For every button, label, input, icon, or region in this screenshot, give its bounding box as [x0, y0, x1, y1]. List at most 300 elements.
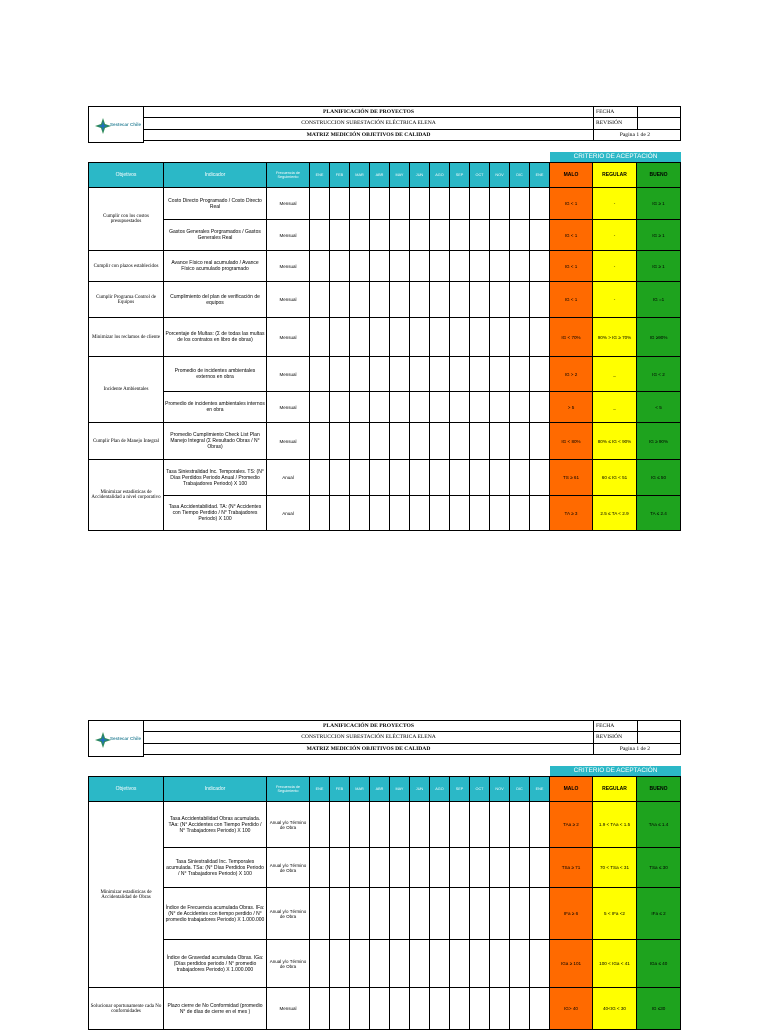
month-cell	[390, 188, 410, 220]
month-cell	[510, 496, 530, 531]
month-cell	[370, 251, 390, 282]
month-cell	[310, 392, 330, 423]
col-month: JUN	[410, 777, 430, 802]
month-cell	[470, 988, 490, 1030]
month-cell	[330, 802, 350, 848]
header-doc-title: MATRIZ MEDICIÓN OBJETIVOS DE CALIDAD	[144, 130, 594, 140]
month-cell	[390, 392, 410, 423]
month-cell	[350, 496, 370, 531]
month-cell	[450, 988, 470, 1030]
malo-cell: IFa ≥ 6	[550, 888, 593, 940]
month-cell	[430, 220, 450, 251]
regular-cell: 70 < TSa < 31	[593, 848, 637, 888]
month-cell	[370, 496, 390, 531]
month-cell	[310, 802, 330, 848]
month-cell	[310, 188, 330, 220]
month-cell	[450, 220, 470, 251]
col-month: DIC	[510, 777, 530, 802]
indicator-cell: Índice de Frecuencia acumulada Obras. IFa: (N° de Accidentes con tiempo perdido / N° promedio trabajadores Periodo) X 1.000.000	[164, 888, 267, 940]
quality-matrix-table	[88, 162, 681, 531]
table-row	[89, 988, 681, 1030]
month-cell	[350, 988, 370, 1030]
month-cell	[310, 251, 330, 282]
col-regular: REGULAR	[593, 163, 637, 188]
document-header	[88, 106, 681, 144]
objective-cell: Cumplir con plazos establecidos	[89, 251, 164, 282]
month-cell	[450, 251, 470, 282]
table-row	[89, 392, 681, 423]
month-cell	[330, 357, 350, 392]
month-cell	[470, 188, 490, 220]
month-cell	[350, 188, 370, 220]
month-cell	[530, 988, 550, 1030]
indicator-cell: Promedio de incidentes ambientales internos en obra	[164, 392, 267, 423]
month-cell	[490, 188, 510, 220]
month-cell	[370, 318, 390, 357]
table-row	[89, 848, 681, 888]
indicator-cell: Avance Físico real acumulado / Avance Físico acumulado programado	[164, 251, 267, 282]
month-cell	[370, 357, 390, 392]
month-cell	[390, 940, 410, 988]
month-cell	[530, 496, 550, 531]
objective-cell: Minimizar los reclamos de cliente	[89, 318, 164, 357]
month-cell	[350, 251, 370, 282]
malo-cell: > 5	[550, 392, 593, 423]
month-cell	[310, 940, 330, 988]
month-cell	[410, 848, 430, 888]
table-row	[89, 282, 681, 318]
month-cell	[390, 282, 410, 318]
bueno-cell: IG ≥ 1	[637, 251, 681, 282]
malo-cell: TS ≥ 61	[550, 460, 593, 496]
month-cell	[330, 496, 350, 531]
month-cell	[390, 988, 410, 1030]
month-cell	[350, 460, 370, 496]
revision-value	[638, 732, 680, 742]
month-cell	[310, 988, 330, 1030]
col-month: ENE	[530, 163, 550, 188]
month-cell	[450, 460, 470, 496]
regular-cell: _	[593, 392, 637, 423]
month-cell	[370, 848, 390, 888]
month-cell	[530, 888, 550, 940]
month-cell	[410, 802, 430, 848]
month-cell	[350, 940, 370, 988]
month-cell	[350, 318, 370, 357]
regular-cell: 40<IG < 30	[593, 988, 637, 1030]
month-cell	[390, 423, 410, 460]
month-cell	[490, 251, 510, 282]
col-malo: MALO	[550, 163, 593, 188]
month-cell	[490, 460, 510, 496]
quality-matrix-table	[88, 776, 681, 1030]
month-cell	[370, 988, 390, 1030]
month-cell	[430, 848, 450, 888]
month-cell	[470, 888, 490, 940]
month-cell	[390, 802, 410, 848]
table-row	[89, 423, 681, 460]
regular-cell: 2.5 ≤ TA < 2.9	[593, 496, 637, 531]
malo-cell: IG < 1	[550, 282, 593, 318]
logo-text: Sestecar Chile	[110, 122, 142, 127]
indicator-cell: Cumplimiento del plan de verificación de equipos	[164, 282, 267, 318]
bueno-cell: IGa ≤ 40	[637, 940, 681, 988]
page-number: Pagina 1 de 2	[619, 745, 650, 752]
month-cell	[310, 848, 330, 888]
month-cell	[530, 392, 550, 423]
col-indicador: Indicador	[164, 163, 267, 188]
month-cell	[430, 392, 450, 423]
malo-cell: IG < 70%	[550, 318, 593, 357]
month-cell	[510, 251, 530, 282]
month-cell	[510, 318, 530, 357]
document-header	[88, 720, 681, 758]
month-cell	[530, 802, 550, 848]
month-cell	[350, 802, 370, 848]
logo-text: Sestecar Chile	[110, 736, 142, 741]
regular-cell: 100 < IGa < 41	[593, 940, 637, 988]
indicator-cell: Tasa Accidentabilidad Obras acumulada. TAa: (N° Accidentes con Tiempo Perdido / N° Trabajadores Periodo) X 100	[164, 802, 267, 848]
header-doc-title: MATRIZ MEDICIÓN OBJETIVOS DE CALIDAD	[144, 744, 594, 754]
month-cell	[490, 848, 510, 888]
malo-cell: IG> 40	[550, 988, 593, 1030]
month-cell	[490, 318, 510, 357]
col-frecuencia: Frecuencia de Seguimiento	[267, 777, 310, 802]
month-cell	[530, 318, 550, 357]
month-cell	[450, 392, 470, 423]
frequency-cell: Mensual	[267, 988, 310, 1030]
month-cell	[310, 460, 330, 496]
month-cell	[530, 282, 550, 318]
month-cell	[330, 251, 350, 282]
month-cell	[330, 423, 350, 460]
month-cell	[370, 188, 390, 220]
criterio-aceptacion-header: CRITERIO DE ACEPTACIÓN	[550, 766, 681, 776]
header-title: PLANIFICACIÓN DE PROYECTOS	[144, 107, 594, 117]
malo-cell: IG < 1	[550, 188, 593, 220]
col-malo: MALO	[550, 777, 593, 802]
month-cell	[470, 318, 490, 357]
indicator-cell: Gastos Generales Porgramados / Gastos Generales Real	[164, 220, 267, 251]
header-title: PLANIFICACIÓN DE PROYECTOS	[144, 721, 594, 731]
month-cell	[410, 888, 430, 940]
col-month: OCT	[470, 163, 490, 188]
month-cell	[390, 251, 410, 282]
bueno-cell: IG ≥ 90%	[637, 423, 681, 460]
month-cell	[330, 188, 350, 220]
month-cell	[450, 848, 470, 888]
month-cell	[530, 357, 550, 392]
month-cell	[490, 802, 510, 848]
frequency-cell: Mensual	[267, 282, 310, 318]
month-cell	[430, 282, 450, 318]
month-cell	[310, 496, 330, 531]
indicator-cell: Índice de Gravedad acumulada Obras. IGa: (Días perdidos periodo / N° promedio trabajadores Periodo) X 1.000.000	[164, 940, 267, 988]
revision-label: REVISIÓN	[594, 732, 638, 742]
table-row	[89, 188, 681, 220]
frequency-cell: Mensual	[267, 251, 310, 282]
regular-cell: _	[593, 357, 637, 392]
month-cell	[430, 988, 450, 1030]
col-frecuencia: Frecuencia de Seguimiento	[267, 163, 310, 188]
frequency-cell: Anual	[267, 496, 310, 531]
month-cell	[410, 188, 430, 220]
bueno-cell: IG ≥ 1	[637, 220, 681, 251]
month-cell	[490, 940, 510, 988]
col-month: SEP	[450, 163, 470, 188]
month-cell	[530, 251, 550, 282]
month-cell	[310, 357, 330, 392]
month-cell	[330, 392, 350, 423]
month-cell	[490, 282, 510, 318]
col-month: NOV	[490, 777, 510, 802]
col-month: MAY	[390, 777, 410, 802]
month-cell	[430, 888, 450, 940]
objective-cell: Incidente Ambientales	[89, 357, 164, 423]
objective-cell: Minimizar estadísticas de Accidentalidad de Obras	[89, 802, 164, 988]
company-logo	[88, 106, 144, 143]
month-cell	[390, 460, 410, 496]
month-cell	[430, 357, 450, 392]
month-cell	[490, 496, 510, 531]
col-month: ABR	[370, 777, 390, 802]
month-cell	[450, 282, 470, 318]
month-cell	[370, 282, 390, 318]
month-cell	[510, 848, 530, 888]
month-cell	[310, 888, 330, 940]
month-cell	[370, 460, 390, 496]
month-cell	[390, 496, 410, 531]
month-cell	[410, 988, 430, 1030]
table-row	[89, 802, 681, 848]
col-month: SEP	[450, 777, 470, 802]
frequency-cell: Anual y/o Término de Obra	[267, 940, 310, 988]
bueno-cell: TA ≤ 2.4	[637, 496, 681, 531]
fecha-value	[638, 107, 680, 117]
month-cell	[530, 460, 550, 496]
frequency-cell: Mensual	[267, 220, 310, 251]
frequency-cell: Anual y/o Término de Obra	[267, 848, 310, 888]
col-month: FEB	[330, 777, 350, 802]
fecha-value	[638, 721, 680, 731]
month-cell	[470, 251, 490, 282]
month-cell	[350, 357, 370, 392]
month-cell	[470, 802, 490, 848]
month-cell	[510, 282, 530, 318]
frequency-cell: Mensual	[267, 188, 310, 220]
month-cell	[530, 848, 550, 888]
month-cell	[490, 357, 510, 392]
table-row	[89, 318, 681, 357]
month-cell	[510, 423, 530, 460]
month-cell	[410, 220, 430, 251]
frequency-cell: Mensual	[267, 318, 310, 357]
table-row	[89, 496, 681, 531]
table-row	[89, 460, 681, 496]
bueno-cell: IFa ≤ 2	[637, 888, 681, 940]
indicator-cell: Promedio Cumplimiento Check List Plan Manejo Integral (Σ Resultado Obras / N° Obras)	[164, 423, 267, 460]
malo-cell: IG < 80%	[550, 423, 593, 460]
revision-label: REVISIÓN	[594, 118, 638, 128]
month-cell	[430, 423, 450, 460]
malo-cell: IG > 2	[550, 357, 593, 392]
bueno-cell: TAa ≤ 1.4	[637, 802, 681, 848]
bueno-cell: TSa ≤ 30	[637, 848, 681, 888]
month-cell	[430, 802, 450, 848]
fecha-label: FECHA	[594, 107, 638, 117]
col-month: JUN	[410, 163, 430, 188]
month-cell	[310, 220, 330, 251]
objective-cell: Cumplir Plan de Manejo Integral	[89, 423, 164, 460]
month-cell	[530, 940, 550, 988]
month-cell	[490, 888, 510, 940]
regular-cell: -	[593, 251, 637, 282]
col-month: NOV	[490, 163, 510, 188]
month-cell	[370, 392, 390, 423]
bueno-cell: IG ≥ 1	[637, 188, 681, 220]
month-cell	[330, 318, 350, 357]
frequency-cell: Anual y/o Término de Obra	[267, 802, 310, 848]
col-month: ABR	[370, 163, 390, 188]
month-cell	[430, 940, 450, 988]
month-cell	[390, 220, 410, 251]
col-indicador: Indicador	[164, 777, 267, 802]
month-cell	[330, 220, 350, 251]
malo-cell: TA ≥ 3	[550, 496, 593, 531]
month-cell	[470, 282, 490, 318]
month-cell	[390, 357, 410, 392]
month-cell	[510, 188, 530, 220]
month-cell	[430, 188, 450, 220]
month-cell	[490, 988, 510, 1030]
month-cell	[530, 423, 550, 460]
month-cell	[510, 220, 530, 251]
month-cell	[330, 460, 350, 496]
col-objetivos: Objetivos	[89, 777, 164, 802]
fecha-label: FECHA	[594, 721, 638, 731]
month-cell	[350, 848, 370, 888]
month-cell	[510, 357, 530, 392]
objective-cell: Solucionar oportunamente cada No conformidades	[89, 988, 164, 1030]
month-cell	[490, 423, 510, 460]
bueno-cell: IG < 2	[637, 357, 681, 392]
malo-cell: IGa ≥ 101	[550, 940, 593, 988]
table-row	[89, 357, 681, 392]
month-cell	[390, 848, 410, 888]
col-bueno: BUENO	[637, 163, 681, 188]
header-project: CONSTRUCCION SUBESTACIÓN ELÉCTRICA ELENA	[144, 118, 594, 128]
bueno-cell: IG ≥90%	[637, 318, 681, 357]
malo-cell: TAa ≥ 2	[550, 802, 593, 848]
month-cell	[510, 802, 530, 848]
month-cell	[470, 423, 490, 460]
month-cell	[410, 251, 430, 282]
regular-cell: -	[593, 282, 637, 318]
month-cell	[310, 282, 330, 318]
table-row	[89, 888, 681, 940]
month-cell	[350, 888, 370, 940]
month-cell	[310, 423, 330, 460]
indicator-cell: Tasa Accidentabilidad. TA: (N° Accidentes con Tiempo Perdido / N° Trabajadores Periodo) X 100	[164, 496, 267, 531]
month-cell	[470, 392, 490, 423]
month-cell	[410, 940, 430, 988]
month-cell	[490, 392, 510, 423]
frequency-cell: Anual	[267, 460, 310, 496]
col-month: ENE	[310, 777, 330, 802]
month-cell	[450, 888, 470, 940]
regular-cell: -	[593, 220, 637, 251]
table-row	[89, 251, 681, 282]
col-month: ENE	[530, 777, 550, 802]
month-cell	[390, 888, 410, 940]
regular-cell: -	[593, 188, 637, 220]
indicator-cell: Porcentaje de Multas: (Σ de todas las multas de los contratos en libro de obras)	[164, 318, 267, 357]
document-page-1	[88, 106, 681, 522]
month-cell	[370, 220, 390, 251]
month-cell	[370, 888, 390, 940]
month-cell	[510, 940, 530, 988]
month-cell	[330, 888, 350, 940]
indicator-cell: Tasa Siniestralidad Inc. Temporales acumulada. TSa: (N° Días Perdidos Periodo / N° Trabajadores Periodo) X 100	[164, 848, 267, 888]
col-month: MAR	[350, 777, 370, 802]
col-bueno: BUENO	[637, 777, 681, 802]
month-cell	[430, 460, 450, 496]
frequency-cell: Anual y/o Término de Obra	[267, 888, 310, 940]
table-row	[89, 940, 681, 988]
month-cell	[510, 392, 530, 423]
month-cell	[530, 188, 550, 220]
header-project: CONSTRUCCION SUBESTACIÓN ELÉCTRICA ELENA	[144, 732, 594, 742]
col-month: MAY	[390, 163, 410, 188]
month-cell	[470, 357, 490, 392]
month-cell	[370, 423, 390, 460]
month-cell	[330, 988, 350, 1030]
month-cell	[330, 848, 350, 888]
frequency-cell: Mensual	[267, 423, 310, 460]
objective-cell: Cumplir con los costos presupuestados	[89, 188, 164, 251]
col-month: ENE	[310, 163, 330, 188]
malo-cell: IG < 1	[550, 220, 593, 251]
month-cell	[470, 848, 490, 888]
month-cell	[510, 988, 530, 1030]
regular-cell: 80% ≤ IG < 90%	[593, 423, 637, 460]
indicator-cell: Plazo cierre de No Conformidad (promedio N° de días de cierre en el mes )	[164, 988, 267, 1030]
month-cell	[410, 460, 430, 496]
criterio-aceptacion-header: CRITERIO DE ACEPTACIÓN	[550, 152, 681, 162]
malo-cell: TSa ≥ 71	[550, 848, 593, 888]
month-cell	[470, 460, 490, 496]
indicator-cell: Promedio de incidentes ambientales externos en obra	[164, 357, 267, 392]
month-cell	[450, 318, 470, 357]
month-cell	[510, 460, 530, 496]
revision-value	[638, 118, 680, 128]
month-cell	[410, 496, 430, 531]
document-page-2	[88, 720, 681, 1015]
bueno-cell: IG ≤ 50	[637, 460, 681, 496]
table-row	[89, 220, 681, 251]
col-objetivos: Objetivos	[89, 163, 164, 188]
month-cell	[350, 220, 370, 251]
month-cell	[370, 940, 390, 988]
month-cell	[470, 496, 490, 531]
month-cell	[410, 282, 430, 318]
objective-cell: Minimizar estadísticas de Accidentalidad a nivel corporativo	[89, 460, 164, 531]
month-cell	[470, 220, 490, 251]
month-cell	[430, 496, 450, 531]
regular-cell: 1.9 < TAa < 1.5	[593, 802, 637, 848]
month-cell	[450, 423, 470, 460]
bueno-cell: < 5	[637, 392, 681, 423]
